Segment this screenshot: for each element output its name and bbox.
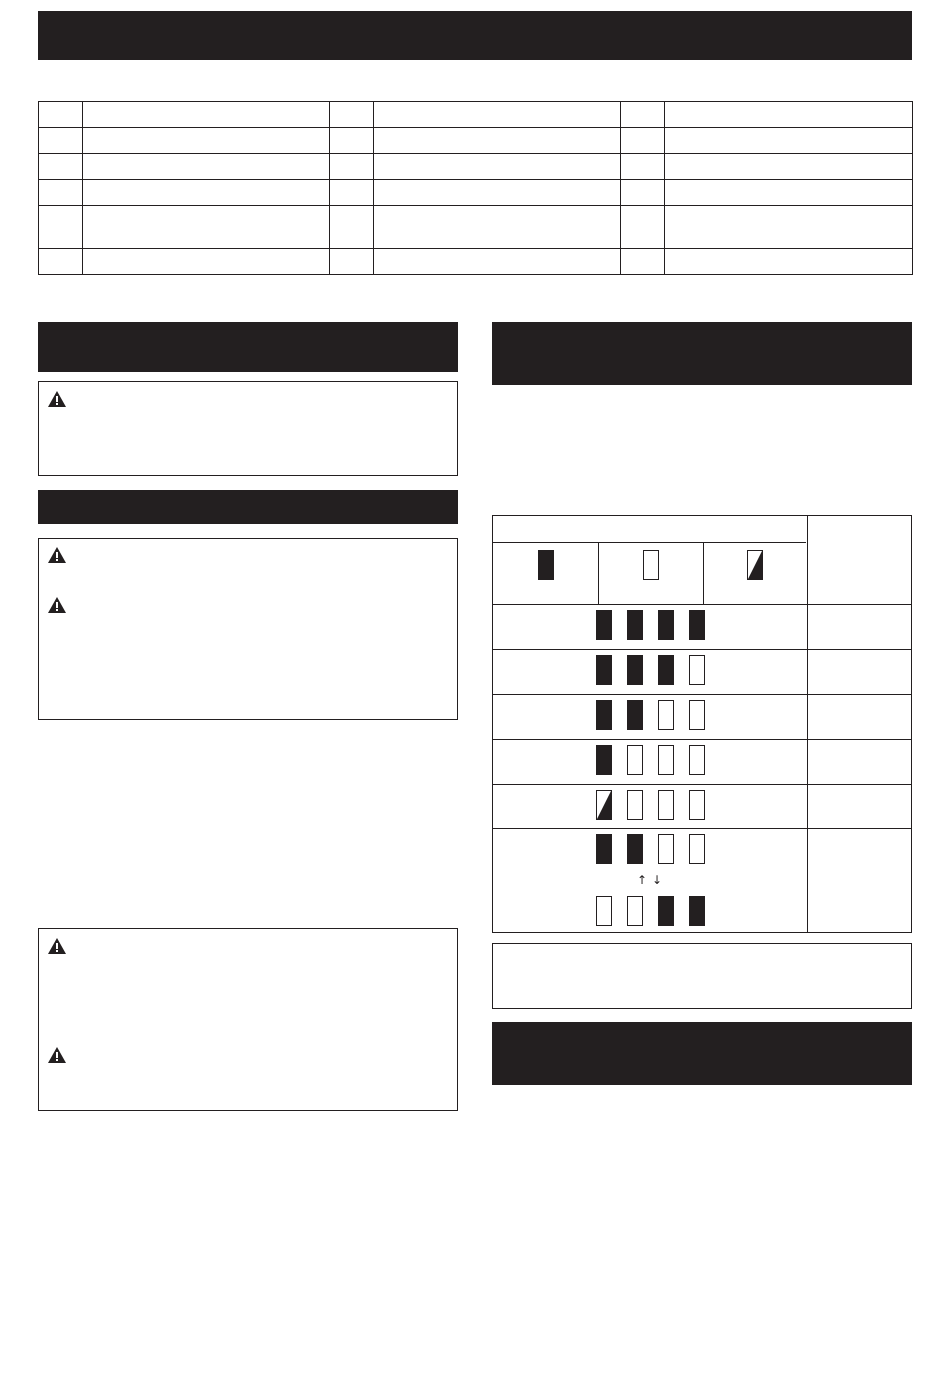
lamp-off-icon xyxy=(689,834,705,864)
lamp-on-icon xyxy=(658,896,674,926)
lamp-blinking-icon xyxy=(747,550,763,580)
warning-box xyxy=(38,538,458,720)
lamp-on-icon xyxy=(538,550,554,580)
table-row xyxy=(39,102,913,128)
lamp-on-icon xyxy=(689,896,705,926)
section-heading-bar xyxy=(492,1022,912,1085)
lamp-off-icon xyxy=(643,550,659,580)
lamp-off-icon xyxy=(627,790,643,820)
warning-triangle-icon xyxy=(47,546,67,564)
warning-triangle-icon xyxy=(47,1046,67,1064)
lamp-on-icon xyxy=(627,610,643,640)
table-divider xyxy=(493,828,911,829)
table-divider xyxy=(493,649,911,650)
lamp-on-icon xyxy=(627,834,643,864)
table-row xyxy=(39,249,913,275)
table-row xyxy=(39,206,913,249)
arrow-up-icon: ↑ xyxy=(637,873,648,887)
lamp-on-icon xyxy=(658,655,674,685)
lamp-on-icon xyxy=(596,655,612,685)
lamp-on-icon xyxy=(596,700,612,730)
lamp-off-icon xyxy=(627,896,643,926)
table-divider xyxy=(493,604,911,605)
lamp-off-icon xyxy=(658,790,674,820)
lamp-blinking-icon xyxy=(596,790,612,820)
warning-box xyxy=(38,381,458,476)
lamp-on-icon xyxy=(658,610,674,640)
parts-table xyxy=(38,101,913,275)
table-row xyxy=(39,154,913,180)
lamp-off-icon xyxy=(689,790,705,820)
lamp-off-icon xyxy=(627,745,643,775)
table-divider xyxy=(493,694,911,695)
lamp-off-icon xyxy=(689,700,705,730)
lamp-on-icon xyxy=(627,655,643,685)
lamp-off-icon xyxy=(658,700,674,730)
lamp-on-icon xyxy=(596,745,612,775)
table-divider xyxy=(493,739,911,740)
lamp-off-icon xyxy=(658,834,674,864)
table-divider xyxy=(703,542,704,604)
table-row xyxy=(39,180,913,206)
table-divider xyxy=(807,516,808,932)
page-heading-bar xyxy=(38,11,912,60)
section-heading-bar xyxy=(492,322,912,385)
lamp-off-icon xyxy=(596,896,612,926)
table-divider xyxy=(493,542,806,543)
warning-box xyxy=(38,928,458,1111)
table-divider xyxy=(493,784,911,785)
lamp-on-icon xyxy=(689,610,705,640)
warning-triangle-icon xyxy=(47,390,67,408)
table-divider xyxy=(598,542,599,604)
lamp-on-icon xyxy=(627,700,643,730)
section-heading-bar xyxy=(38,322,458,372)
note-box xyxy=(492,943,912,1009)
table-row xyxy=(39,128,913,154)
section-heading-bar xyxy=(38,490,458,524)
arrow-down-icon: ↓ xyxy=(652,873,663,887)
warning-triangle-icon xyxy=(47,937,67,955)
indicator-table xyxy=(492,515,912,933)
lamp-on-icon xyxy=(596,610,612,640)
lamp-on-icon xyxy=(596,834,612,864)
warning-triangle-icon xyxy=(47,596,67,614)
lamp-off-icon xyxy=(689,655,705,685)
lamp-off-icon xyxy=(689,745,705,775)
lamp-off-icon xyxy=(658,745,674,775)
